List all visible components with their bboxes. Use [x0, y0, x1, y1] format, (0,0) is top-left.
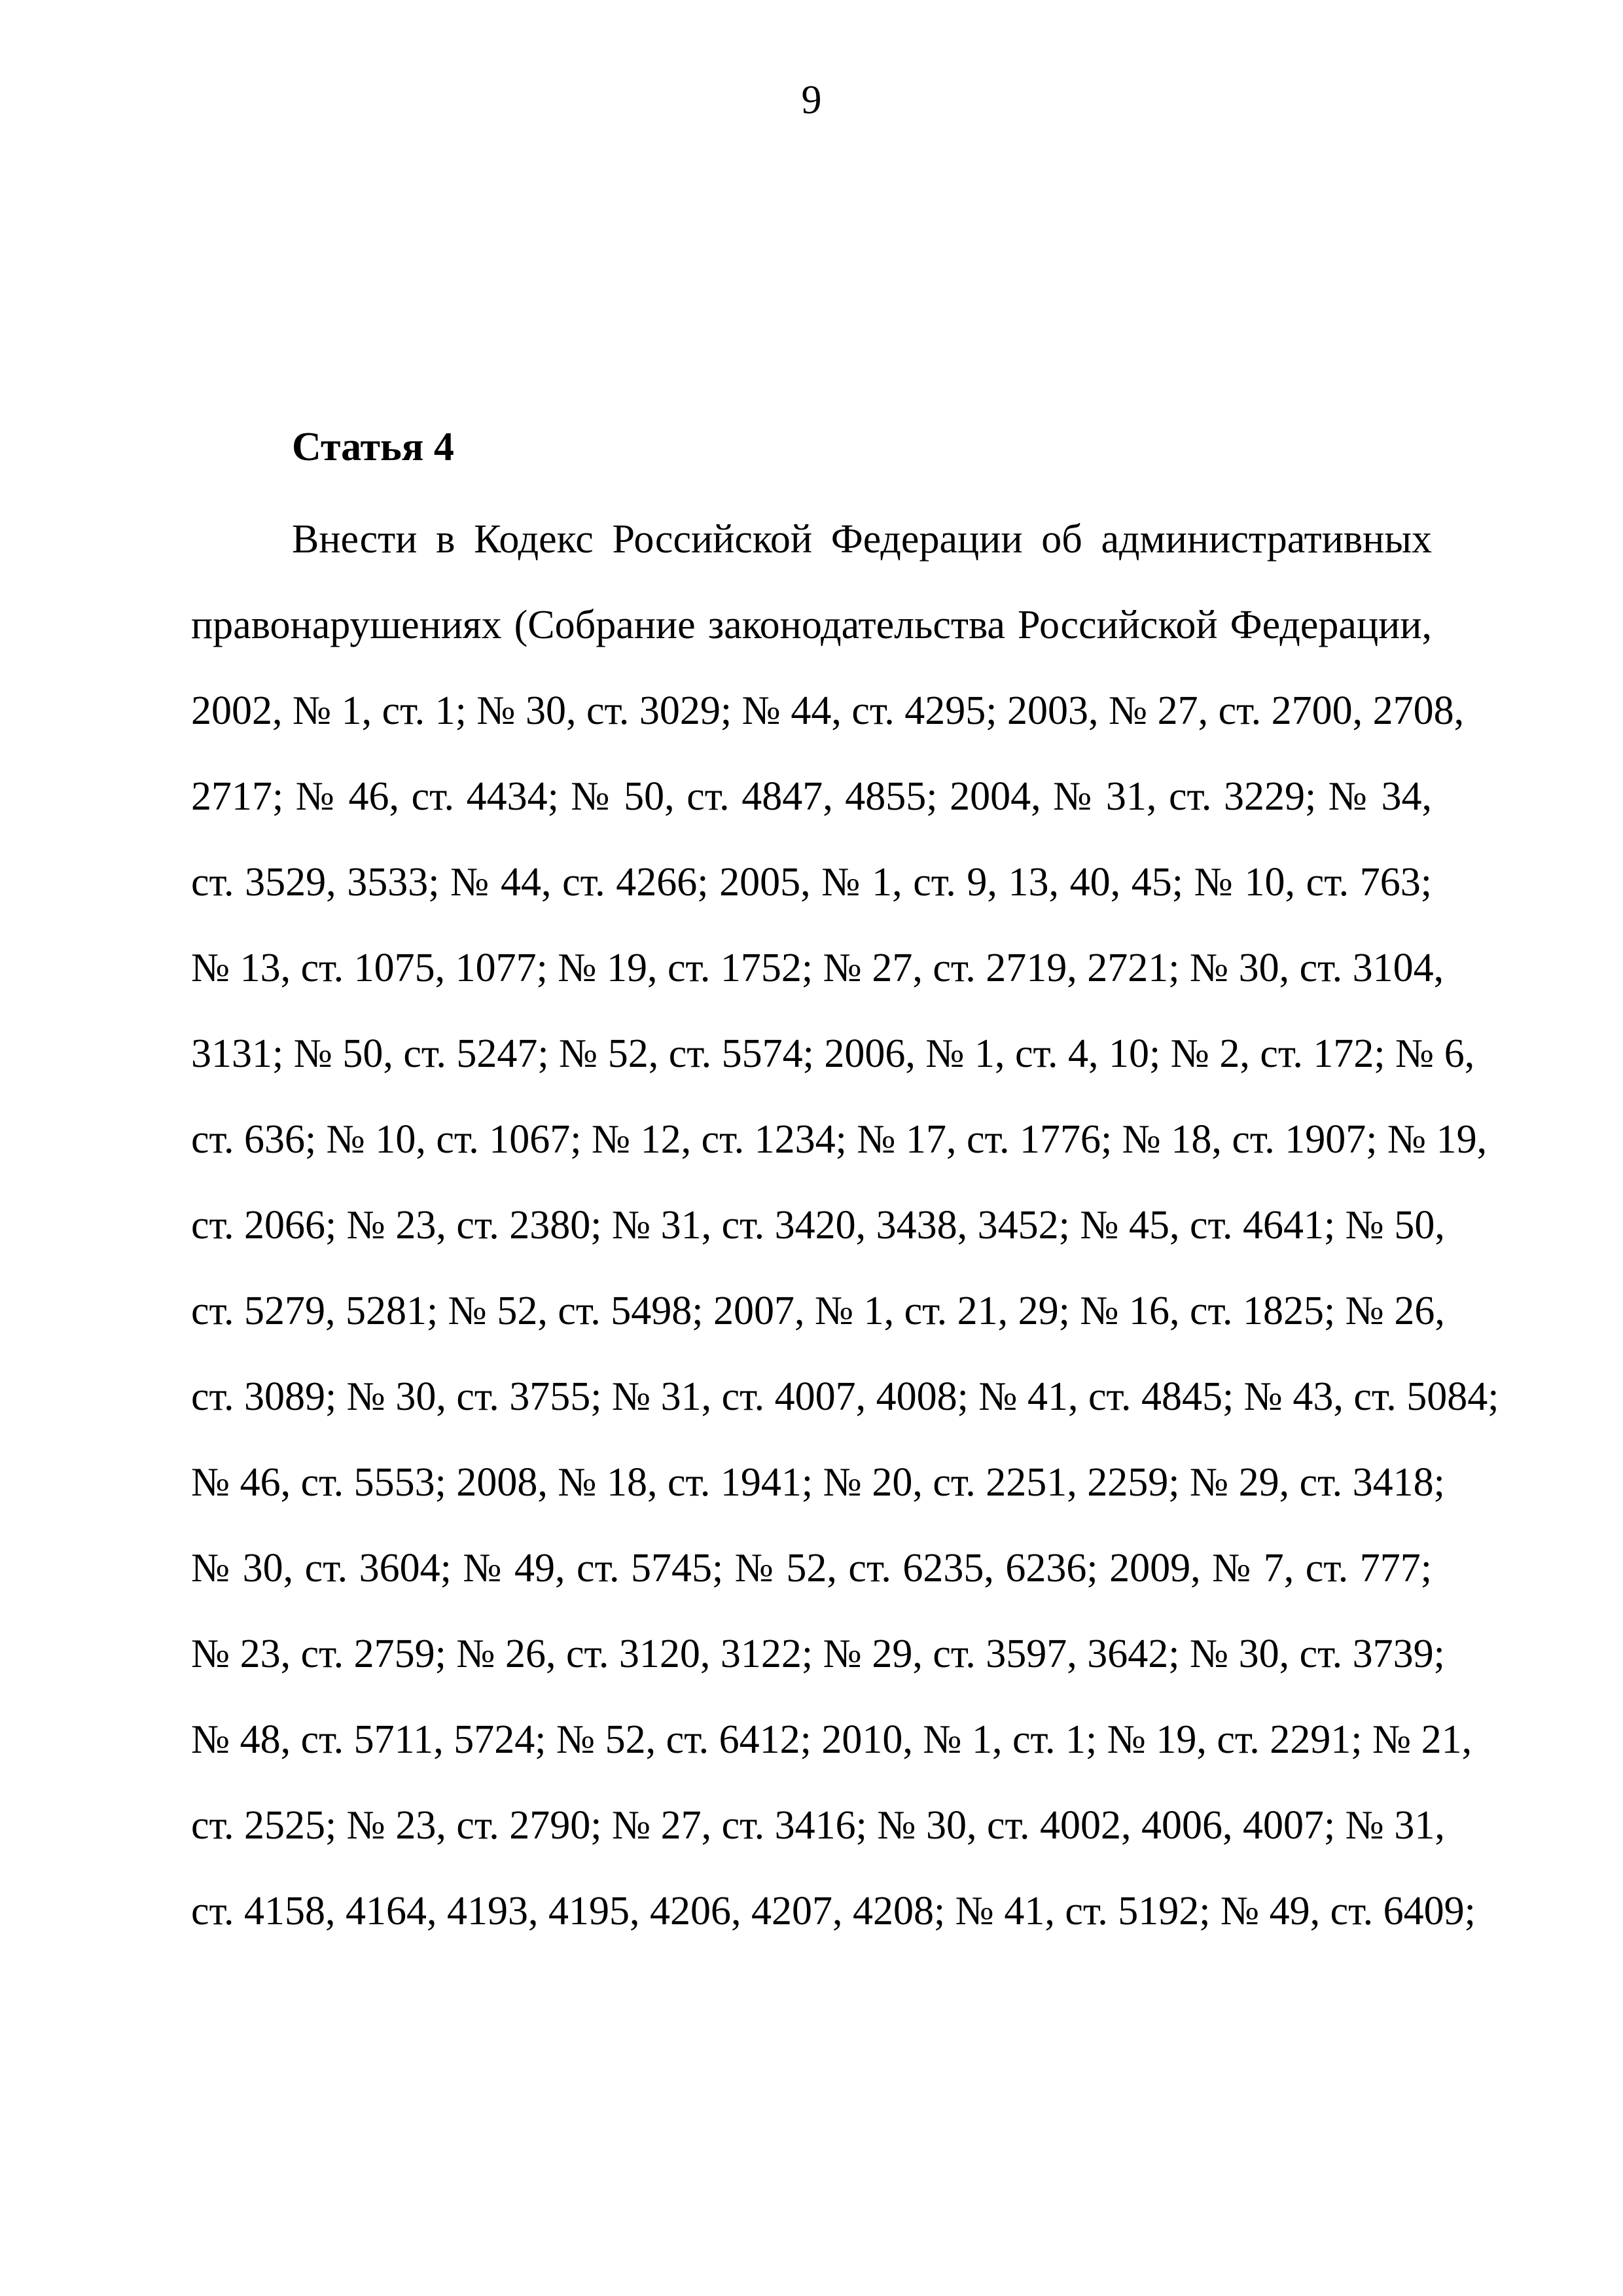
body-text-line: ст. 636; № 10, ст. 1067; № 12, ст. 1234; № 17, ст. 1776; № 18, ст. 1907; № 19,: [191, 1117, 1488, 1162]
body-text-line: 2717; № 46, ст. 4434; № 50, ст. 4847, 4855; 2004, № 31, ст. 3229; № 34,: [191, 774, 1432, 819]
body-text-line: 2002, № 1, ст. 1; № 30, ст. 3029; № 44, ст. 4295; 2003, № 27, ст. 2700, 2708,: [191, 689, 1465, 733]
body-text-line: № 23, ст. 2759; № 26, ст. 3120, 3122; № 29, ст. 3597, 3642; № 30, ст. 3739;: [191, 1632, 1445, 1676]
body-text-line: № 13, ст. 1075, 1077; № 19, ст. 1752; № 27, ст. 2719, 2721; № 30, ст. 3104,: [191, 946, 1444, 990]
body-text-line: № 30, ст. 3604; № 49, ст. 5745; № 52, ст. 6235, 6236; 2009, № 7, ст. 777;: [191, 1546, 1432, 1590]
body-text-line: ст. 4158, 4164, 4193, 4195, 4206, 4207, 4208; № 41, ст. 5192; № 49, ст. 6409;: [191, 1889, 1476, 1933]
article-heading: Статья 4: [292, 425, 454, 469]
body-text-line: ст. 2525; № 23, ст. 2790; № 27, ст. 3416; № 30, ст. 4002, 4006, 4007; № 31,: [191, 1803, 1445, 1848]
body-text-line: ст. 2066; № 23, ст. 2380; № 31, ст. 3420, 3438, 3452; № 45, ст. 4641; № 50,: [191, 1203, 1445, 1247]
body-text-line: № 46, ст. 5553; 2008, № 18, ст. 1941; № 20, ст. 2251, 2259; № 29, ст. 3418;: [191, 1460, 1445, 1505]
body-text-line: 3131; № 50, ст. 5247; № 52, ст. 5574; 2006, № 1, ст. 4, 10; № 2, ст. 172; № 6,: [191, 1031, 1475, 1076]
body-text-line: ст. 5279, 5281; № 52, ст. 5498; 2007, № 1, ст. 21, 29; № 16, ст. 1825; № 26,: [191, 1289, 1445, 1333]
body-text-line: Внести в Кодекс Российской Федерации об административных: [292, 517, 1432, 562]
body-text-line: ст. 3089; № 30, ст. 3755; № 31, ст. 4007, 4008; № 41, ст. 4845; № 43, ст. 5084;: [191, 1374, 1499, 1419]
body-text-line: ст. 3529, 3533; № 44, ст. 4266; 2005, № 1, ст. 9, 13, 40, 45; № 10, ст. 763;: [191, 860, 1432, 905]
page-number: 9: [801, 78, 822, 122]
body-text-line: № 48, ст. 5711, 5724; № 52, ст. 6412; 2010, № 1, ст. 1; № 19, ст. 2291; № 21,: [191, 1717, 1472, 1762]
body-text-line: правонарушениях (Собрание законодательства Российской Федерации,: [191, 603, 1432, 647]
